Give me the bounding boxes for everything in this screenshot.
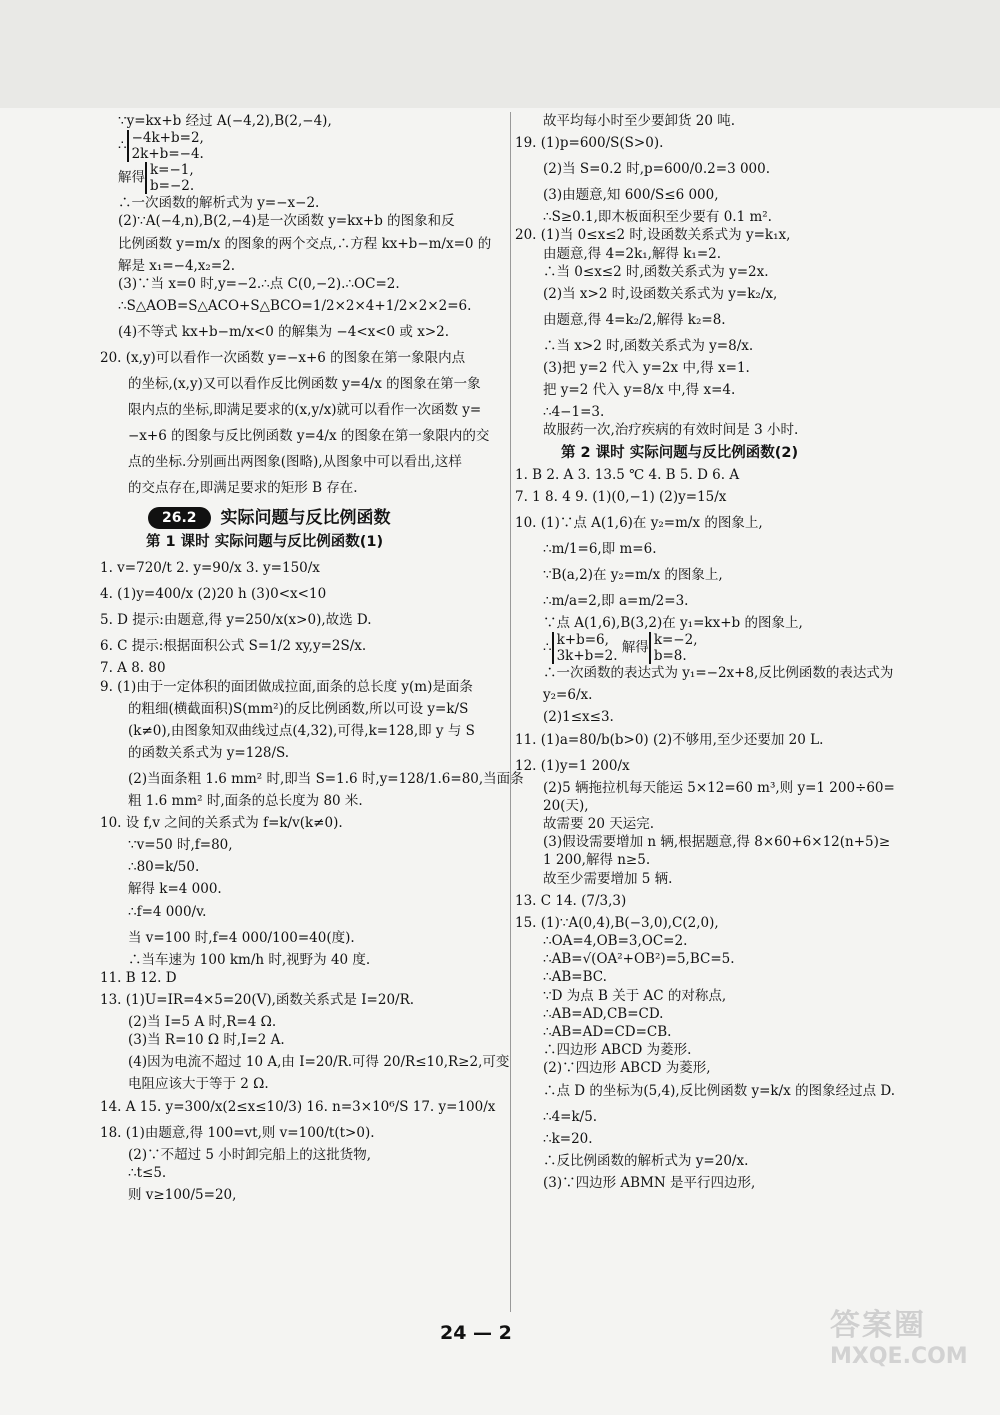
answer-line: ∴k=20. [543,1130,593,1147]
answer-line: 7. 1 8. 4 9. (1)(0,−1) (2)y=15/x [515,489,727,506]
answer-line: ∴一次函数的表达式为 y₁=−2x+8,反比例函数的表达式为 [543,665,894,682]
answer-line: (3)假设需要增加 n 辆,根据题意,得 8×60+6×12(n+5)≥ [543,834,891,851]
answer-line: y₂=6/x. [543,687,593,704]
answer-line: ∴t≤5. [128,1164,167,1181]
text-line: ∴S△AOB=S△ACO+S△BCO=1/2×2×4+1/2×2×2=6. [118,298,472,315]
text-line: −x+6 的图象与反比例函数 y=4/x 的图象在第一象限内的交 [128,428,490,445]
text-line: ∴一次函数的解析式为 y=−x−2. [118,195,320,212]
text-line: 20. (x,y)可以看作一次函数 y=−x+6 的图象在第一象限内点 [100,350,466,367]
answer-line: 11. (1)a=80/b(b>0) (2)不够用,至少还要加 20 L. [515,731,824,748]
answer-line: 故需要 20 天运完. [543,816,655,833]
answer-line: (3)由题意,知 600/S≤6 000, [543,187,719,204]
answer-line: ∴m/a=2,即 a=m/2=3. [543,593,689,610]
answer-line: ∵v=50 时,f=80, [128,837,233,854]
equation-system: 解得 k=−1, b=−2. [118,162,195,195]
answer-line: ∴S≥0.1,即木板面积至少要有 0.1 m². [543,209,772,226]
answer-line: 则 v≥100/5=20, [128,1187,237,1204]
answer-line: ∴当 x>2 时,函数关系式为 y=8/x. [543,338,754,355]
answer-line: 11. B 12. D [100,969,177,986]
watermark-url: MXQE.COM [830,1344,968,1369]
answer-line: ∴OA=4,OB=3,OC=2. [543,933,688,950]
answer-line: ∵点 A(1,6),B(3,2)在 y₁=kx+b 的图象上, [543,615,803,632]
text-line: (4)不等式 kx+b−m/x<0 的解集为 −4<x<0 或 x>2. [118,324,450,341]
answer-line: 12. (1)y=1 200/x [515,757,630,774]
answer-line: 14. A 15. y=300/x(2≤x≤10/3) 16. n=3×10⁶/S 17. y=100/x [100,1098,496,1115]
text-line: (2)∵A(−4,n),B(2,−4)是一次函数 y=kx+b 的图象和反 [118,213,455,230]
equation-system: ∴ k+b=6, 3k+b=2. 解得 k=−2, b=8. [543,632,698,665]
answer-line: ∴当车速为 100 km/h 时,视野为 40 度. [128,951,371,968]
answer-line: ∴AB=BC. [543,969,607,986]
answer-line: ∴四边形 ABCD 为菱形. [543,1042,692,1059]
section-heading [148,507,500,529]
lesson-title: 第 2 课时 实际问题与反比例函数(2) [561,444,799,461]
answer-line: ∵B(a,2)在 y₂=m/x 的图象上, [543,567,723,584]
answer-line: 电阻应该大于等于 2 Ω. [128,1076,269,1093]
answer-line: 故服药一次,治疗疾病的有效时间是 3 小时. [543,422,799,439]
answer-line: 13. C 14. (7/3,3) [515,892,627,909]
page-number: 24 — 2 [440,1322,512,1344]
answer-line: 1. B 2. A 3. 13.5 ℃ 4. B 5. D 6. A [515,466,740,483]
answer-line: ∴点 D 的坐标为(5,4),反比例函数 y=k/x 的图象经过点 D. [543,1082,895,1099]
answer-line: ∴f=4 000/v. [128,903,207,920]
answer-line: (4)因为电流不超过 10 A,由 I=20/R.可得 20/R≤10,R≥2,可变 [128,1054,510,1071]
answer-line: 5. D 提示:由题意,得 y=250/x(x>0),故选 D. [100,612,372,629]
answer-line: (2)当面条粗 1.6 mm² 时,即当 S=1.6 时,y=128/1.6=80,当面条 [128,771,524,788]
answer-line: 20(天), [543,797,589,814]
lesson-title: 第 1 课时 实际问题与反比例函数(1) [146,534,384,551]
answer-line: ∴AB=√(OA²+OB²)=5,BC=5. [543,951,735,968]
answer-line: (2)∵不超过 5 小时卸完船上的这批货物, [128,1146,372,1163]
text-line: 的交点存在,即满足要求的矩形 B 存在. [128,480,358,497]
answer-line: 把 y=2 代入 y=8/x 中,得 x=4. [543,382,736,399]
answer-line: (2)当 S=0.2 时,p=600/0.2=3 000. [543,161,771,178]
answer-line: ∵D 为点 B 关于 AC 的对称点, [543,987,727,1004]
answer-line: (2)∵四边形 ABCD 为菱形, [543,1060,711,1077]
answer-line: ∴AB=AD,CB=CD. [543,1005,664,1022]
answer-line: 粗 1.6 mm² 时,面条的总长度为 80 米. [128,793,363,810]
left-column [100,112,524,1208]
answer-line: 4. (1)y=400/x (2)20 h (3)0<x<10 [100,586,327,603]
answer-line: (3)∵四边形 ABMN 是平行四边形, [543,1174,756,1191]
answer-line: ∴m/1=6,即 m=6. [543,541,657,558]
answer-line: (2)5 辆拖拉机每天能运 5×12=60 m³,则 y=1 200÷60= [543,779,895,796]
answer-line: 6. C 提示:根据面积公式 S=1/2 xy,y=2S/x. [100,638,367,655]
answer-line: 由题意,得 4=k₂/2,解得 k₂=8. [543,312,726,329]
answer-line: 19. (1)p=600/S(S>0). [515,135,664,152]
right-column [510,112,915,1312]
answer-line: 10. (1)∵点 A(1,6)在 y₂=m/x 的图象上, [515,515,763,532]
top-margin-band [0,0,1000,108]
answer-line: 20. (1)当 0≤x≤2 时,设函数关系式为 y=k₁x, [515,227,791,244]
answer-line: 13. (1)U=IR=4×5=20(V),函数关系式是 I=20/R. [100,992,415,1009]
answer-line: ∴4−1=3. [543,404,605,421]
answer-line: 当 v=100 时,f=4 000/100=40(度). [128,929,355,946]
answer-line: ∴80=k/50. [128,859,200,876]
answer-line: (2)当 x>2 时,设函数关系式为 y=k₂/x, [543,286,778,303]
answer-line: (3)当 R=10 Ω 时,I=2 A. [128,1032,285,1049]
answer-line: 解得 k=4 000. [128,881,222,898]
answer-line: 15. (1)∵A(0,4),B(−3,0),C(2,0), [515,914,719,931]
text-line: 比例函数 y=m/x 的图象的两个交点,∴方程 kx+b−m/x=0 的 [118,235,492,252]
equation-system: ∴ −4k+b=2, 2k+b=−4. [118,130,204,163]
text-line: ∵y=kx+b 经过 A(−4,2),B(2,−4), [118,113,332,129]
text-line: 点的坐标.分别画出两图象(图略),从图象中可以看出,这样 [128,454,462,471]
section-title: 实际问题与反比例函数 [220,508,391,529]
answer-line: (3)把 y=2 代入 y=2x 中,得 x=1. [543,360,750,377]
watermark-logo [830,1300,990,1369]
answer-line: 10. 设 f,v 之间的关系式为 f=k/v(k≠0). [100,815,343,832]
text-line: 故平均每小时至少要卸货 20 吨. [543,113,736,129]
answer-line: 7. A 8. 80 [100,660,166,677]
answer-line: 的粗细(横截面积)S(mm²)的反比例函数,所以可设 y=k/S [128,700,469,717]
text-line: 的坐标,(x,y)又可以看作反比例函数 y=4/x 的图象在第一象 [128,376,481,393]
section-badge: 26.2 [148,507,211,529]
text-line: (3)∵当 x=0 时,y=−2.∴点 C(0,−2).∴OC=2. [118,275,400,292]
answer-line: ∴反比例函数的解析式为 y=20/x. [543,1152,749,1169]
answer-line: 1. v=720/t 2. y=90/x 3. y=150/x [100,560,320,577]
answer-line: 18. (1)由题意,得 100=vt,则 v=100/t(t>0). [100,1124,375,1141]
answer-line: ∴AB=AD=CD=CB. [543,1024,672,1041]
answer-line: 1 200,解得 n≥5. [543,852,651,869]
answer-line: ∴当 0≤x≤2 时,函数关系式为 y=2x. [543,263,769,280]
answer-line: 的函数关系式为 y=128/S. [128,745,290,762]
text-line: 限内点的坐标,即满足要求的(x,y/x)就可以看作一次函数 y= [128,402,482,419]
answer-line: 故至少需要增加 5 辆. [543,870,673,887]
watermark-logo-text: 答案圈 [830,1308,926,1343]
answer-line: (2)1≤x≤3. [543,709,614,726]
answer-line: ∴4=k/5. [543,1108,598,1125]
text-line: 解是 x₁=−4,x₂=2. [118,257,236,274]
answer-line: (k≠0),由图象知双曲线过点(4,32),可得,k=128,即 y 与 S [128,722,475,739]
answer-line: (2)当 I=5 A 时,R=4 Ω. [128,1014,277,1031]
answer-line: 9. (1)由于一定体积的面团做成拉面,面条的总长度 y(m)是面条 [100,678,473,695]
answer-line: 由题意,得 4=2k₁,解得 k₁=2. [543,245,722,262]
